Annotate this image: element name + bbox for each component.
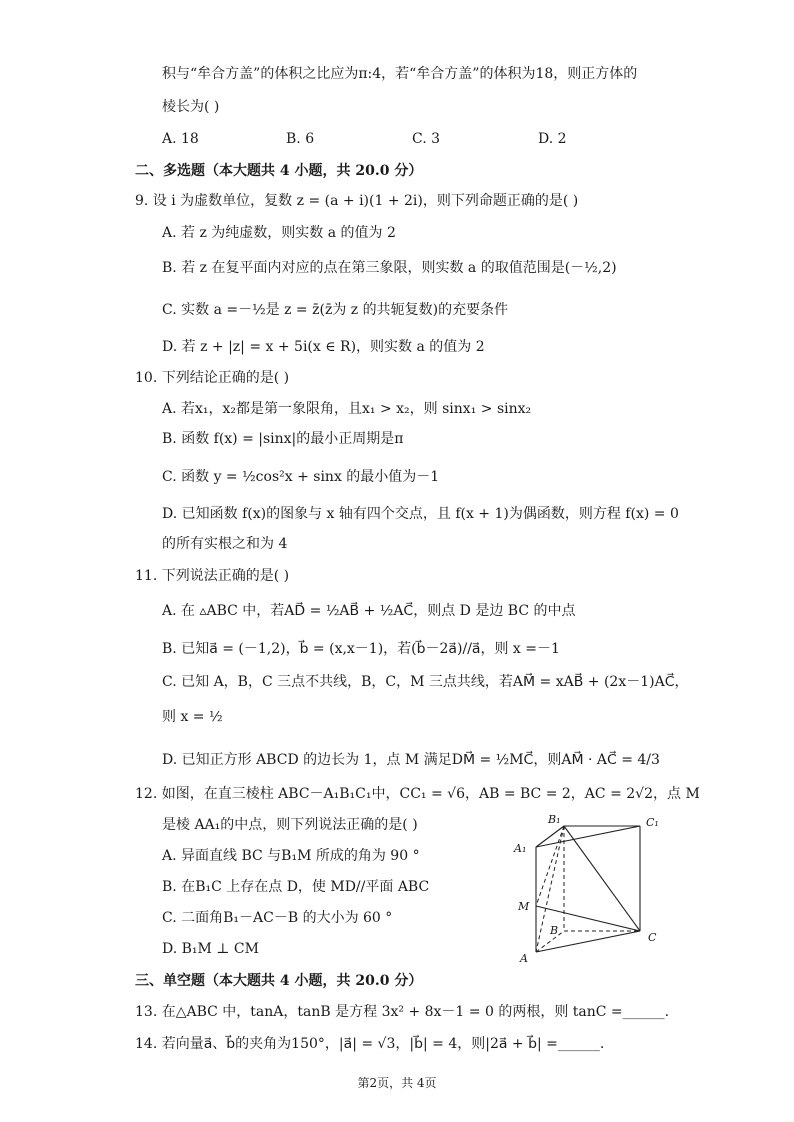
q10-option-d-line2: 的所有实根之和为 4 xyxy=(162,536,288,552)
segment-b1m-hidden xyxy=(536,826,564,906)
label-a: A xyxy=(520,952,528,965)
q12-option-a: A. 异面直线 BC 与B₁M 所成的角为 90 ° xyxy=(162,848,420,864)
edge-a1c1 xyxy=(536,826,640,847)
q9-option-b: B. 若 z 在复平面内对应的点在第三象限，则实数 a 的取值范围是(－½,2) xyxy=(162,260,617,276)
q8-option-b: B. 6 xyxy=(286,131,315,147)
q12-option-d: D. B₁M ⊥ CM xyxy=(162,941,259,957)
q11-option-a: A. 在 ▵ABC 中，若AD⃗ = ½AB⃗ + ½AC⃗，则点 D 是边 BC 的中点 xyxy=(162,603,576,619)
q9-option-c: C. 实数 a =－½是 z = z̄(z̄为 z 的共轭复数)的充要条件 xyxy=(162,302,509,318)
section-heading-fill: 三、单空题（本大题共 4 小题，共 20.0 分） xyxy=(135,973,423,989)
q12-stem-line2: 是棱 AA₁的中点，则下列说法正确的是( ) xyxy=(162,817,418,833)
q8-option-a: A. 18 xyxy=(162,131,199,147)
label-c1: C₁ xyxy=(646,816,659,829)
label-b1: B₁ xyxy=(548,813,561,826)
q11-option-d: D. 已知正方形 ABCD 的边长为 1，点 M 满足DM⃗ = ½MC⃗，则AM⃗ · AC⃗ = 4/3 xyxy=(162,752,660,768)
q14-stem: 14. 若向量a⃗、b⃗的夹角为150°，|a⃗| = √3，|b⃗| = 4，则|2a⃗ + b⃗| =______. xyxy=(135,1036,605,1052)
q8-option-d: D. 2 xyxy=(538,131,567,147)
q13-stem: 13. 在△ABC 中，tanA，tanB 是方程 3x² + 8x－1 = 0 的两根，则 tanC =______. xyxy=(135,1004,670,1020)
q8-options xyxy=(162,129,567,149)
q12-stem-line1: 12. 如图，在直三棱柱 ABC－A₁B₁C₁中，CC₁ = √6，AB = BC = 2，AC = 2√2，点 M xyxy=(135,786,700,802)
q9-option-d: D. 若 z + |z| = x + 5i(x ∈ R)，则实数 a 的值为 2 xyxy=(162,339,485,355)
page-footer: 第2页，共 4页 xyxy=(357,1076,437,1090)
q9-stem: 9. 设 i 为虚数单位，复数 z = (a + i)(1 + 2i)，则下列命题正确的是( ) xyxy=(135,193,579,209)
q12-option-b: B. 在B₁C 上存在点 D，使 MD//平面 ABC xyxy=(162,879,430,895)
q10-option-a: A. 若x₁，x₂都是第一象限角，且x₁ > x₂，则 sinx₁ > sinx₂ xyxy=(162,401,532,417)
q10-option-c: C. 函数 y = ½cos²x + sinx 的最小值为－1 xyxy=(162,469,440,485)
q11-option-c-line2: 则 x = ½ xyxy=(162,709,223,725)
label-a1: A₁ xyxy=(514,842,527,855)
q8-text-line1: 积与“牟合方盖”的体积之比应为π:4，若“牟合方盖”的体积为18，则正方体的 xyxy=(162,66,638,82)
q10-stem: 10. 下列结论正确的是( ) xyxy=(135,370,290,386)
q10-option-b: B. 函数 f(x) = |sinx|的最小正周期是π xyxy=(162,431,404,447)
label-c: C xyxy=(648,931,657,944)
q8-text-line2: 棱长为( ) xyxy=(162,99,220,115)
q8-option-c: C. 3 xyxy=(412,131,441,147)
section-heading-multi: 二、多选题（本大题共 4 小题，共 20.0 分） xyxy=(135,163,423,179)
q12-option-c: C. 二面角B₁－AC－B 的大小为 60 ° xyxy=(162,910,393,926)
q11-option-c-line1: C. 已知 A，B，C 三点不共线，B，C，M 三点共线，若AM⃗ = xAB⃗ + (2x－1)AC⃗， xyxy=(162,674,689,690)
label-b: B xyxy=(550,924,559,937)
q11-option-b: B. 已知a⃗ = (－1,2)，b⃗ = (x,x－1)，若(b⃗－2a⃗)//a⃗，则 x =－1 xyxy=(162,641,560,657)
q9-option-a: A. 若 z 为纯虚数，则实数 a 的值为 2 xyxy=(162,225,396,241)
q10-option-d-line1: D. 已知函数 f(x)的图象与 x 轴有四个交点，且 f(x + 1)为偶函数，则方程 f(x) = 0 xyxy=(162,506,679,522)
q11-stem: 11. 下列说法正确的是( ) xyxy=(135,568,290,584)
label-m: M xyxy=(518,900,530,913)
prism-figure xyxy=(508,810,668,970)
